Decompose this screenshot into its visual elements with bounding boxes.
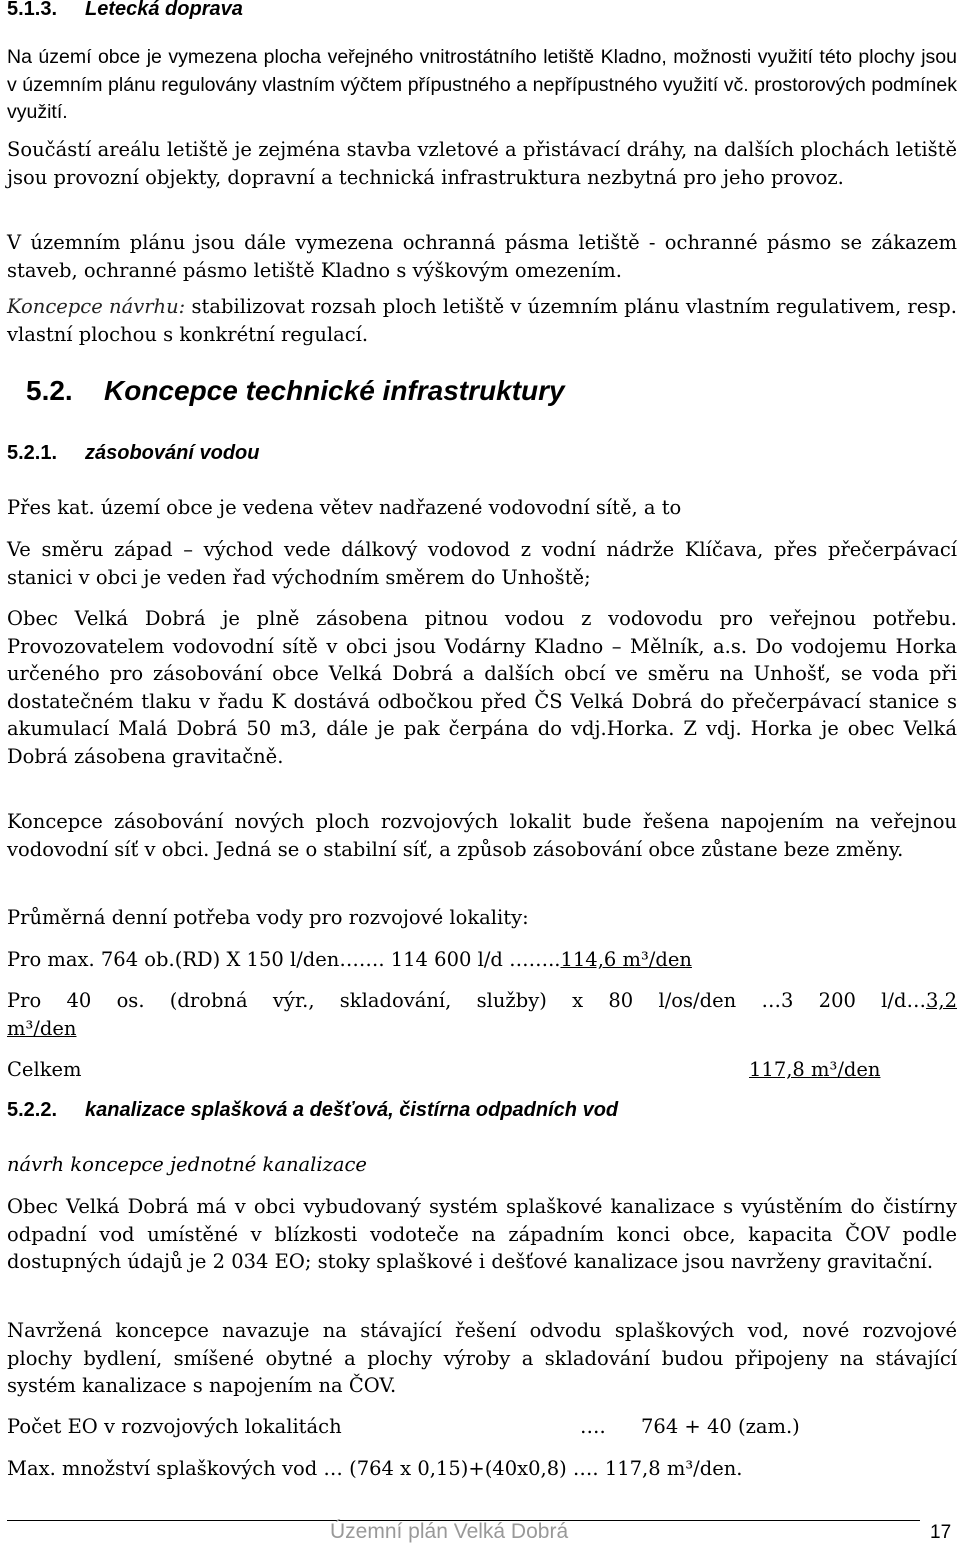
section-number: 5.1.3. <box>7 0 58 20</box>
calc-row-1 <box>7 946 692 974</box>
concept-text: stabilizovat rozsah ploch letiště v územním plánu vlastním regulativem, resp. vlastní plochou s konkrétní regulací. <box>7 295 957 346</box>
calc-text: Pro max. 764 ob.(RD) X 150 l/den……. 114 600 l/d …….. <box>7 948 561 971</box>
sewer-subtitle: návrh koncepce jednotné kanalizace <box>7 1153 367 1176</box>
calc-text: Pro 40 os. (drobná výr., skladování, služby) x 80 l/os/den …3 200 l/d… <box>7 989 926 1012</box>
section-number: 5.2.1. <box>7 442 58 464</box>
section-5-2-heading <box>26 374 960 408</box>
paragraph-sewer-1: Obec Velká Dobrá má v obci vybudovaný systém splaškové kanalizace s vyústěním do čistírny odpadní vod umístěné v blízkosti vodoteče na západním konci obce, kapacita ČOV podle dostupných údajů je 2 034 EO; stoky splaškové i dešťové kanalizace jsou navrženy gravitační. <box>7 1195 957 1273</box>
max-sewage-line: Max. množství splaškových vod … (764 x 0,15)+(40x0,8) …. 117,8 m³/den. <box>7 1457 743 1480</box>
section-5-2-1-heading <box>7 440 957 466</box>
paragraph-airport-3: V územním plánu jsou dále vymezena ochranná pásma letiště - ochranné pásmo se zákazem staveb, ochranné pásmo letiště Kladno s výškovým omezením. <box>7 231 957 282</box>
paragraph-water-3: Obec Velká Dobrá je plně zásobena pitnou vodou z vodovodu pro veřejnou potřebu. Provozovatelem vodovodní sítě v obci jsou Vodárny Kladno – Mělník, a.s. Do vodojemu Horka určeného pro zásobování obce Velká Dobrá a dalších obcí ve směru na Unhošť, se voda při dostatečném tlaku v řadu K dostává odbočkou před ČS Velká Dobrá do přečerpávací stanice s akumulací Malá Dobrá 50 m3, dále je pak čerpána do vdj.Horka. Z vdj. Horka je obec Velká Dobrá zásobena gravitačně. <box>7 607 957 768</box>
section-title: kanalizace splašková a dešťová, čistírna odpadních vod <box>85 1099 619 1121</box>
footer-title: Územní plán Velká Dobrá <box>330 1520 569 1543</box>
paragraph-water-2: Ve směru západ – východ vede dálkový vodovod z vodní nádrže Klíčava, přes přečerpávací stanici v obci je veden řad východním směrem do Unhoště; <box>7 538 957 589</box>
section-title: Letecká doprava <box>85 0 243 20</box>
total-label: Celkem <box>7 1058 82 1081</box>
calc-row-2 <box>7 987 957 1015</box>
calc-result-b: m³/den <box>7 1017 77 1040</box>
calc-result: 114,6 m³/den <box>560 948 692 971</box>
calc-row-2-cont <box>7 1015 76 1043</box>
section-title: zásobování vodou <box>85 442 260 464</box>
section-5-1-3-heading <box>7 0 957 22</box>
paragraph-airport-1: Na území obce je vymezena plocha veřejného vnitrostátního letiště Kladno, možnosti využití této plochy jsou v územním plánu regulovány vlastním výčtem přípustného a nepřípustného využití vč. prostorových podmínek využití. <box>7 46 957 123</box>
total-value: 117,8 m³/den <box>749 1058 881 1081</box>
paragraph-water-1: Přes kat. území obce je vedena větev nadřazené vodovodní sítě, a to <box>7 496 682 519</box>
page-number: 17 <box>930 1522 952 1543</box>
eo-dots: …. <box>580 1415 606 1438</box>
paragraph-water-4: Koncepce zásobování nových ploch rozvojových lokalit bude řešena napojením na veřejnou vodovodní síť v obci. Jedná se o stabilní síť, a způsob zásobování obce zůstane beze změny. <box>7 810 957 861</box>
calc-result-a: 3,2 <box>925 989 957 1012</box>
eo-value: 764 + 40 (zam.) <box>641 1415 800 1438</box>
section-title: Koncepce technické infrastruktury <box>104 375 565 406</box>
paragraph-sewer-2: Navržená koncepce navazuje na stávající řešení odvodu splaškových vod, nové rozvojové plochy bydlení, smíšené obytné a plochy výroby a skladování budou připojeny na stávající systém kanalizace s napojením na ČOV. <box>7 1319 957 1397</box>
paragraph-water-5: Průměrná denní potřeba vody pro rozvojové lokality: <box>7 906 529 929</box>
section-5-2-2-heading <box>7 1097 957 1123</box>
concept-label: Koncepce návrhu: <box>7 295 186 318</box>
section-number: 5.2. <box>26 375 73 406</box>
eo-label: Počet EO v rozvojových lokalitách <box>7 1415 342 1438</box>
section-number: 5.2.2. <box>7 1099 58 1121</box>
paragraph-airport-concept <box>7 293 957 348</box>
paragraph-airport-2: Součástí areálu letiště je zejména stavba vzletové a přistávací dráhy, na dalších plochách letiště jsou provozní objekty, dopravní a technická infrastruktura nezbytná pro jeho provoz. <box>7 138 957 189</box>
